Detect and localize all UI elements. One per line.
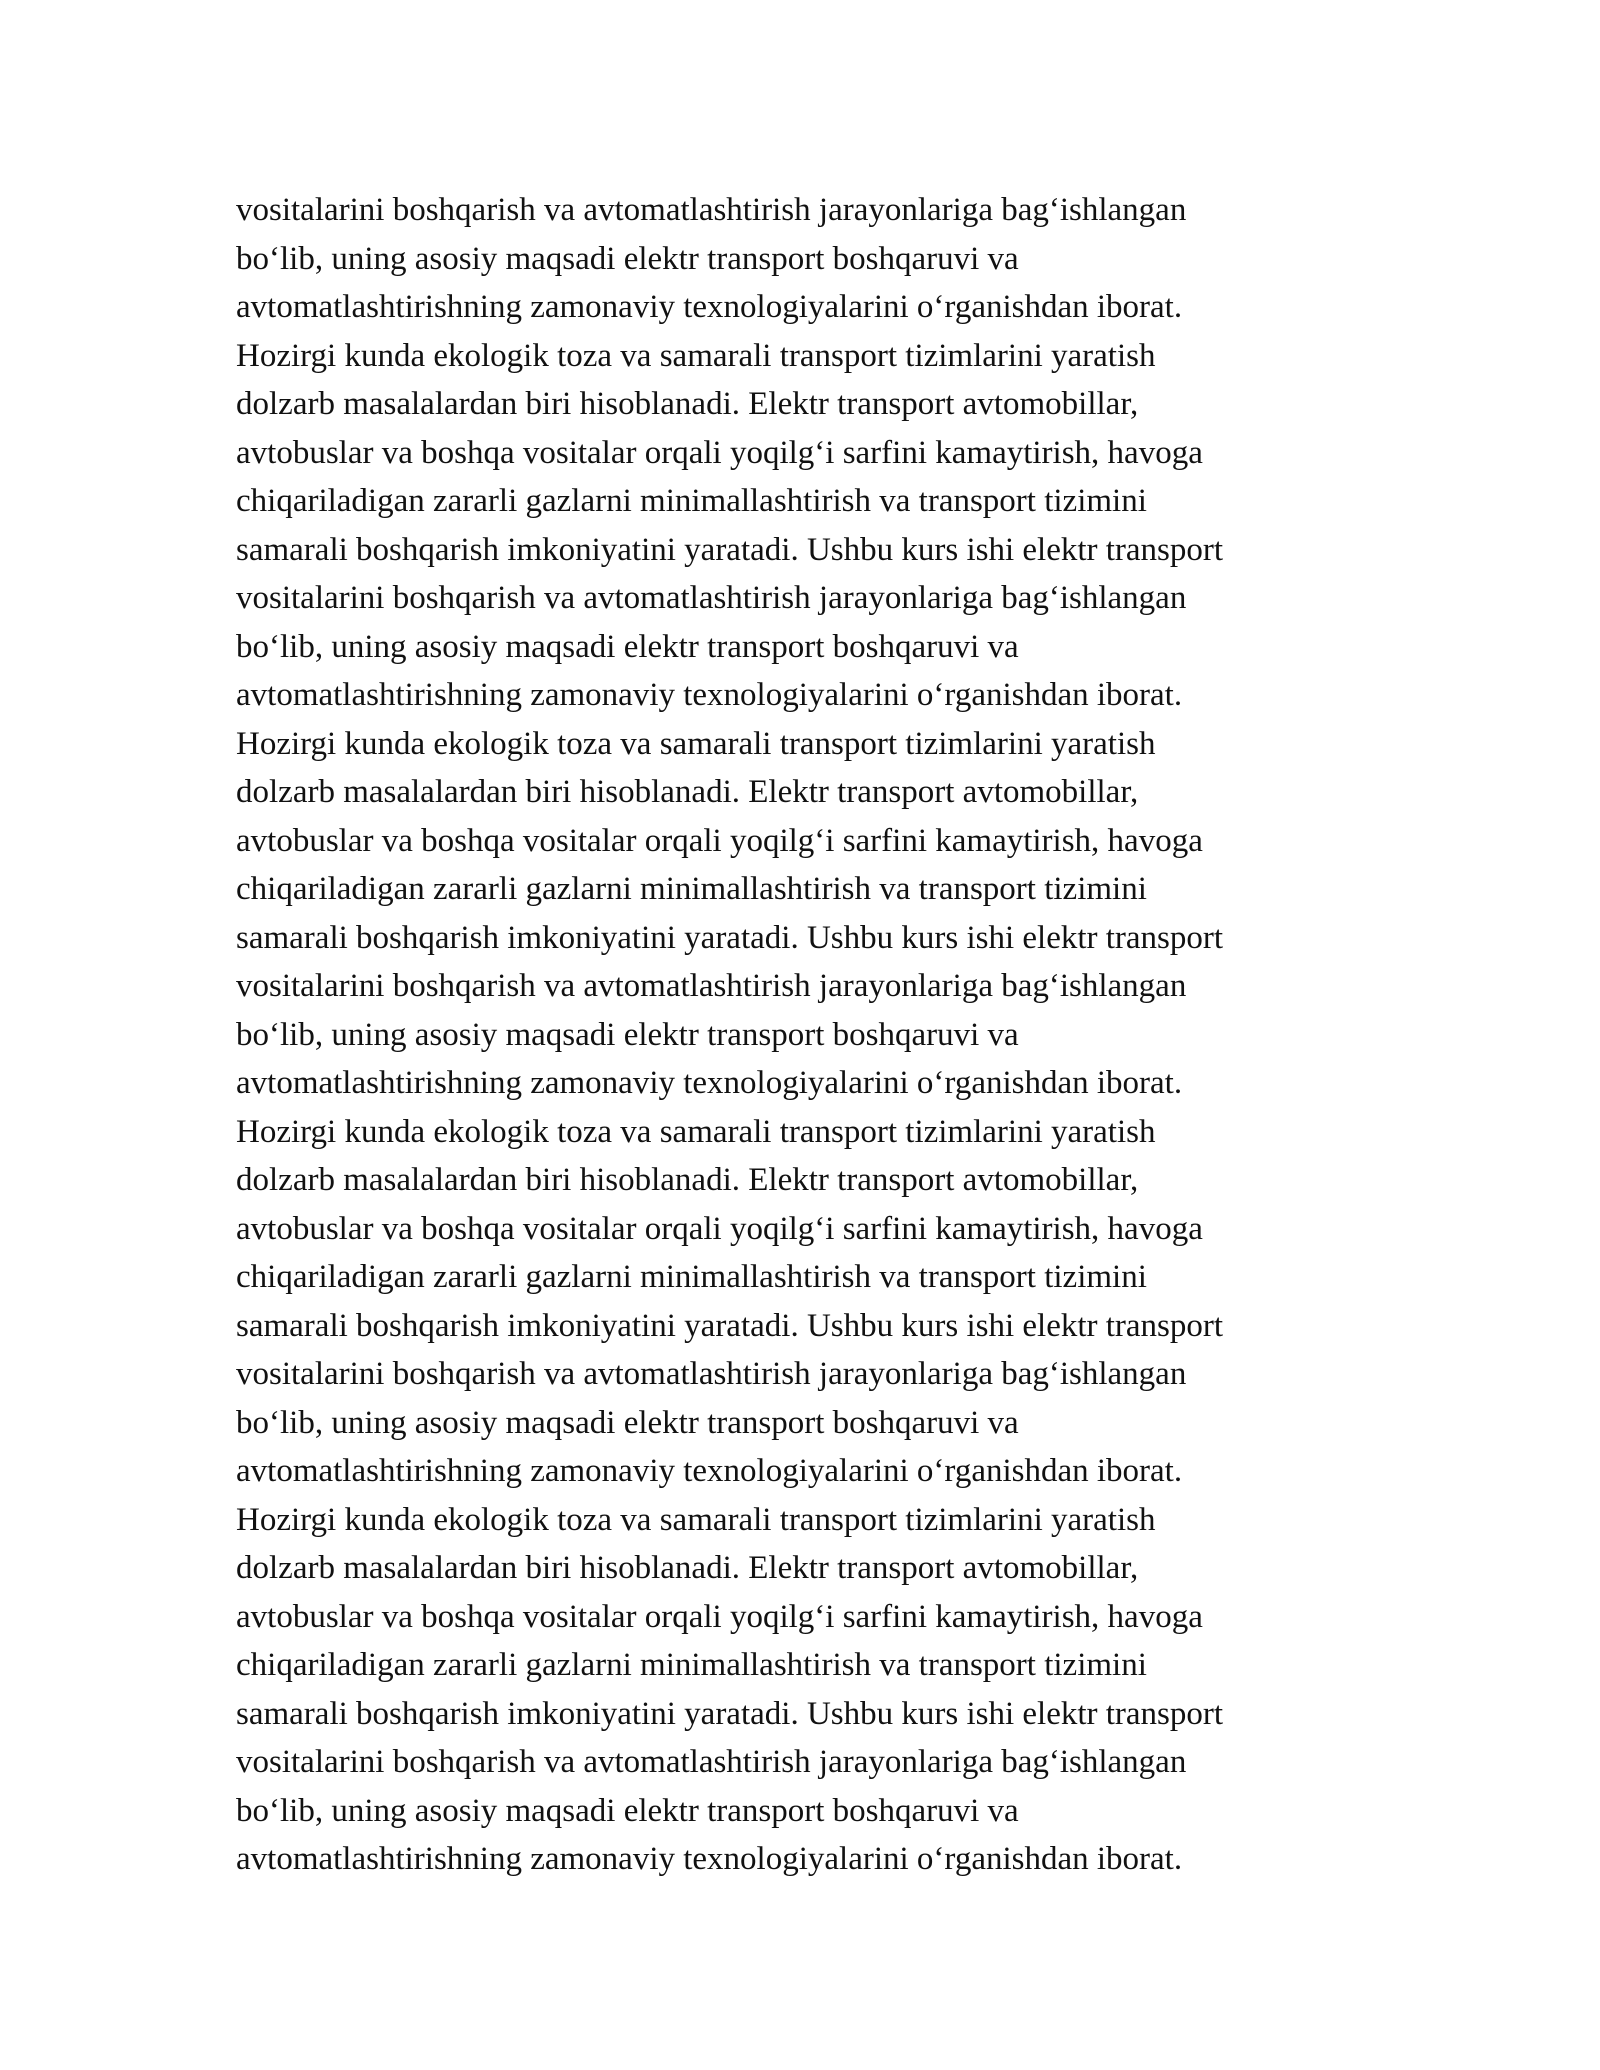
- text-line: chiqariladigan zararli gazlarni minimallashtirish va transport tizimini: [236, 871, 1147, 907]
- text-line: avtobuslar va boshqa vositalar orqali yoqilg‘i sarfini kamaytirish, havoga: [236, 434, 1203, 471]
- text-line: avtomatlashtirishning zamonaviy texnologiyalarini o‘rganishdan iborat.: [236, 1065, 1183, 1101]
- text-line: samarali boshqarish imkoniyatini yaratadi. Ushbu kurs ishi elektr transport: [236, 1307, 1224, 1344]
- body-text: [236, 186, 1386, 1884]
- text-line: Hozirgi kunda ekologik toza va samarali transport tizimlarini yaratish: [236, 1501, 1156, 1538]
- text-line: vositalarini boshqarish va avtomatlashtirish jarayonlariga bag‘ishlangan: [236, 580, 1187, 616]
- text-line: vositalarini boshqarish va avtomatlashtirish jarayonlariga bag‘ishlangan: [236, 1356, 1187, 1392]
- text-line: chiqariladigan zararli gazlarni minimallashtirish va transport tizimini: [236, 483, 1147, 519]
- text-line: dolzarb masalalardan biri hisoblanadi. Elektr transport avtomobillar,: [236, 1550, 1139, 1586]
- text-line: avtobuslar va boshqa vositalar orqali yoqilg‘i sarfini kamaytirish, havoga: [236, 1210, 1203, 1247]
- text-line: avtomatlashtirishning zamonaviy texnologiyalarini o‘rganishdan iborat.: [236, 289, 1183, 325]
- text-line: bo‘lib, uning asosiy maqsadi elektr transport boshqaruvi va: [236, 1404, 1019, 1441]
- text-line: avtomatlashtirishning zamonaviy texnologiyalarini o‘rganishdan iborat.: [236, 677, 1183, 713]
- text-line: avtomatlashtirishning zamonaviy texnologiyalarini o‘rganishdan iborat.: [236, 1453, 1183, 1489]
- text-line: dolzarb masalalardan biri hisoblanadi. Elektr transport avtomobillar,: [236, 1162, 1139, 1198]
- text-line: chiqariladigan zararli gazlarni minimallashtirish va transport tizimini: [236, 1647, 1147, 1683]
- text-line: bo‘lib, uning asosiy maqsadi elektr transport boshqaruvi va: [236, 1792, 1019, 1829]
- text-line: chiqariladigan zararli gazlarni minimallashtirish va transport tizimini: [236, 1259, 1147, 1295]
- text-line: bo‘lib, uning asosiy maqsadi elektr transport boshqaruvi va: [236, 240, 1019, 277]
- text-line: vositalarini boshqarish va avtomatlashtirish jarayonlariga bag‘ishlangan: [236, 192, 1187, 228]
- text-line: samarali boshqarish imkoniyatini yaratadi. Ushbu kurs ishi elektr transport: [236, 919, 1224, 956]
- text-line: samarali boshqarish imkoniyatini yaratadi. Ushbu kurs ishi elektr transport: [236, 1695, 1224, 1732]
- text-line: avtobuslar va boshqa vositalar orqali yoqilg‘i sarfini kamaytirish, havoga: [236, 822, 1203, 859]
- text-line: bo‘lib, uning asosiy maqsadi elektr transport boshqaruvi va: [236, 1016, 1019, 1053]
- text-line: bo‘lib, uning asosiy maqsadi elektr transport boshqaruvi va: [236, 628, 1019, 665]
- text-line: Hozirgi kunda ekologik toza va samarali transport tizimlarini yaratish: [236, 1113, 1156, 1150]
- text-line: dolzarb masalalardan biri hisoblanadi. Elektr transport avtomobillar,: [236, 774, 1139, 810]
- text-line: dolzarb masalalardan biri hisoblanadi. Elektr transport avtomobillar,: [236, 386, 1139, 422]
- text-line: Hozirgi kunda ekologik toza va samarali transport tizimlarini yaratish: [236, 337, 1156, 374]
- text-line: avtomatlashtirishning zamonaviy texnologiyalarini o‘rganishdan iborat.: [236, 1841, 1183, 1877]
- text-line: samarali boshqarish imkoniyatini yaratadi. Ushbu kurs ishi elektr transport: [236, 531, 1224, 568]
- text-line: Hozirgi kunda ekologik toza va samarali transport tizimlarini yaratish: [236, 725, 1156, 762]
- text-line: avtobuslar va boshqa vositalar orqali yoqilg‘i sarfini kamaytirish, havoga: [236, 1598, 1203, 1635]
- text-line: vositalarini boshqarish va avtomatlashtirish jarayonlariga bag‘ishlangan: [236, 1744, 1187, 1780]
- text-line: vositalarini boshqarish va avtomatlashtirish jarayonlariga bag‘ishlangan: [236, 968, 1187, 1004]
